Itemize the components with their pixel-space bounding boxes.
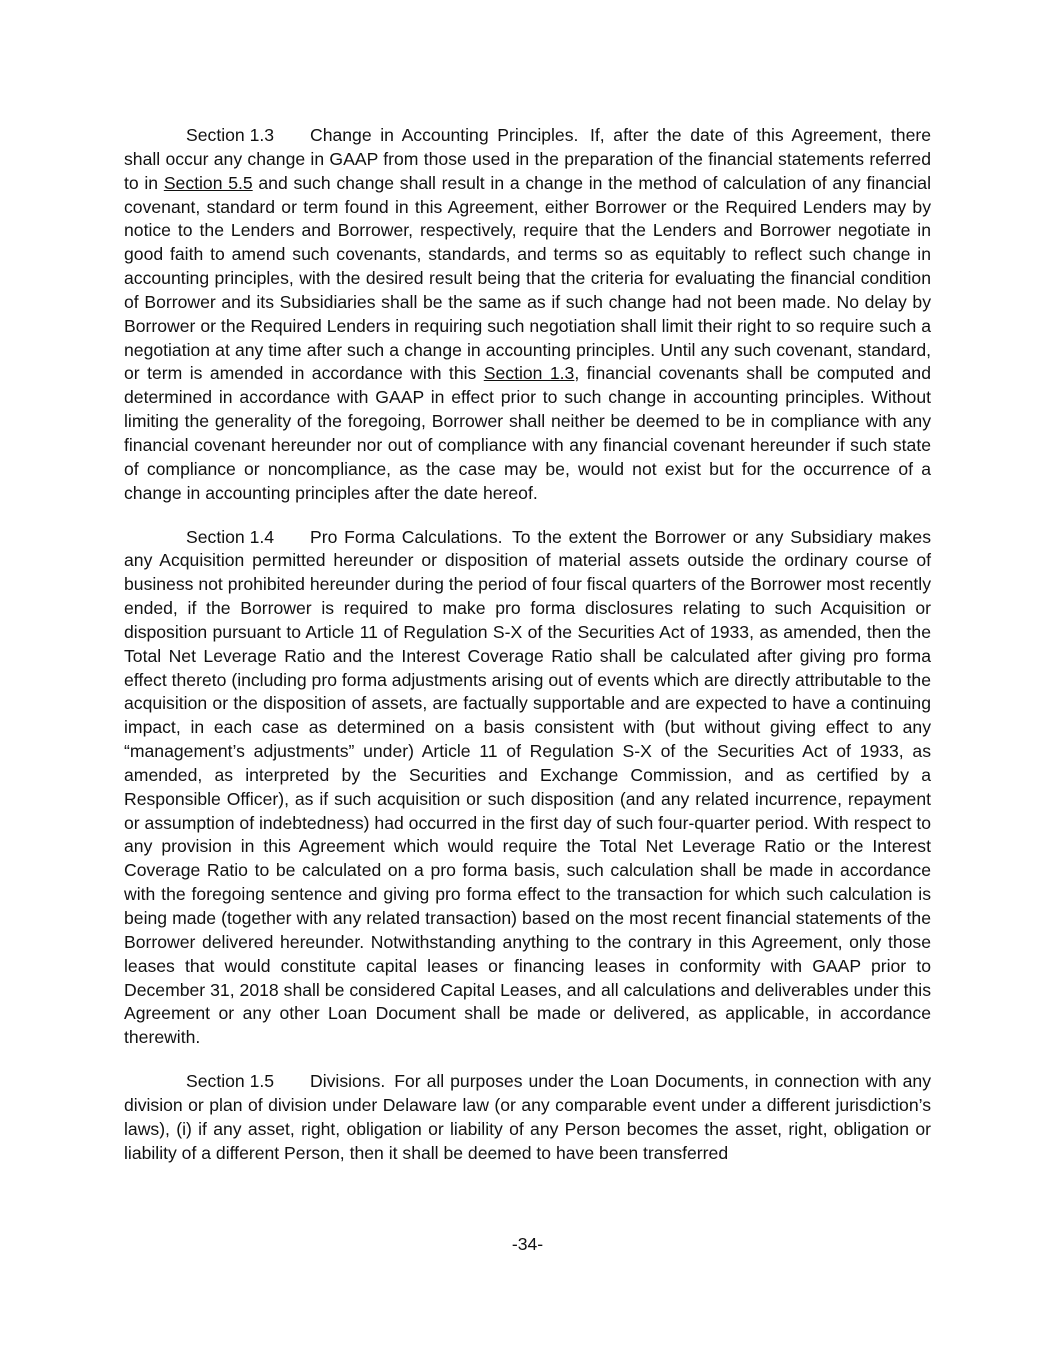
section-number: Section 1.5 [186, 1071, 275, 1092]
section-number: Section 1.3 [186, 125, 275, 145]
section-heading: Divisions. [310, 1071, 386, 1092]
cross-reference-link[interactable]: Section 1.3 [483, 363, 575, 384]
section-body: To the extent the Borrower or any Subsidiary makes any Acquisition permitted hereunder or disposition of material assets outside the ordinary course of business not prohibited hereunder during the period of four fiscal quarters of the Borrower most recently ended, if the Borrower is required to make pro forma disclosures relating to such Acquisition or disposition pursuant to Article 11 of Regulation S-X of the Securities Act of 1933, as amended, then the Total Net Leverage Ratio and the Interest Coverage Ratio shall be calculated after giving pro forma effect thereto (including pro forma adjustments arising out of events which are directly attributable to the acquisition or the disposition of assets, are factually supportable and are expected to have a continuing impact, in each case as determined on a basis consistent with (but without giving effect to any “management’s adjustments” under) Article 11 of Regulation S-X of the Securities Act of 1933, as amended, as interpreted by the Securities and Exchange Commission, and as certified by a Responsible Officer), as if such acquisition or such disposition (and any related incurrence, repayment or assumption of indebtedness) had occurred in the first day of such four-quarter period. With respect to any provision in this Agreement which would require the Total Net Leverage Ratio or the Interest Coverage Ratio to be calculated on a pro forma basis, such calculation shall be made in accordance with the foregoing sentence and giving pro forma effect to the transaction for which such calculation is being made (together with any related transaction) based on the most recent financial statements of the Borrower delivered hereunder. Notwithstanding anything to the contrary in this Agreement, only those leases that would constitute capital leases or financing leases in conformity with GAAP prior to December 31, 2018 shall be considered Capital Leases, and all calculations and deliverables under this Agreement or any other Loan Document shall be made or delivered, as applicable, in accordance therewith. [124, 526, 931, 1048]
section-1-3 [124, 124, 931, 506]
section-heading: Change in Accounting Principles. [310, 125, 579, 145]
section-body: and such change shall result in a change in the method of calculation of any financial covenant, standard or term found in this Agreement, either Borrower or the Required Lenders may by notice to the Lenders and Borrower, respectively, require that the Lenders and Borrower negotiate in good faith to amend such covenants, standards, and terms so as equitably to reflect such change in accounting principles, with the desired result being that the criteria for evaluating the financial condition of Borrower and its Subsidiaries shall be the same as if such change had not been made. No delay by Borrower or the Required Lenders in requiring such negotiation shall limit their right to so require such a negotiation at any time after such a change in accounting principles. Until any such covenant, standard, or term is amended in accordance with this [124, 172, 931, 384]
section-body: , financial covenants shall be computed and determined in accordance with GAAP in effect prior to such change in accounting principles. Without limiting the generality of the foregoing, Borrower shall neither be deemed to be in compliance with any financial covenant hereunder nor out of compliance with any financial covenant hereunder if such state of compliance or noncompliance, as the case may be, would not exist but for the occurrence of a change in accounting principles after the date hereof. [124, 363, 932, 503]
page-number: -34- [511, 1234, 544, 1254]
section-number: Section 1.4 [186, 526, 275, 547]
document-page [124, 124, 931, 1185]
section-1-4 [124, 526, 931, 1051]
section-body: If, after the date of this Agreement, there shall occur any change in GAAP from those used in the preparation of the financial statements referred to in [124, 125, 932, 193]
section-heading: Pro Forma Calculations. [310, 526, 503, 547]
cross-reference-link[interactable]: Section 5.5 [163, 172, 253, 193]
section-1-5 [124, 1070, 931, 1165]
section-body: For all purposes under the Loan Documents, in connection with any division or plan of division under Delaware law (or any comparable event under a different jurisdiction’s laws), (i) if any asset, right, obligation or liability of any Person becomes the asset, right, obligation or liability of a different Person, then it shall be deemed to have been transferred [124, 1071, 931, 1163]
